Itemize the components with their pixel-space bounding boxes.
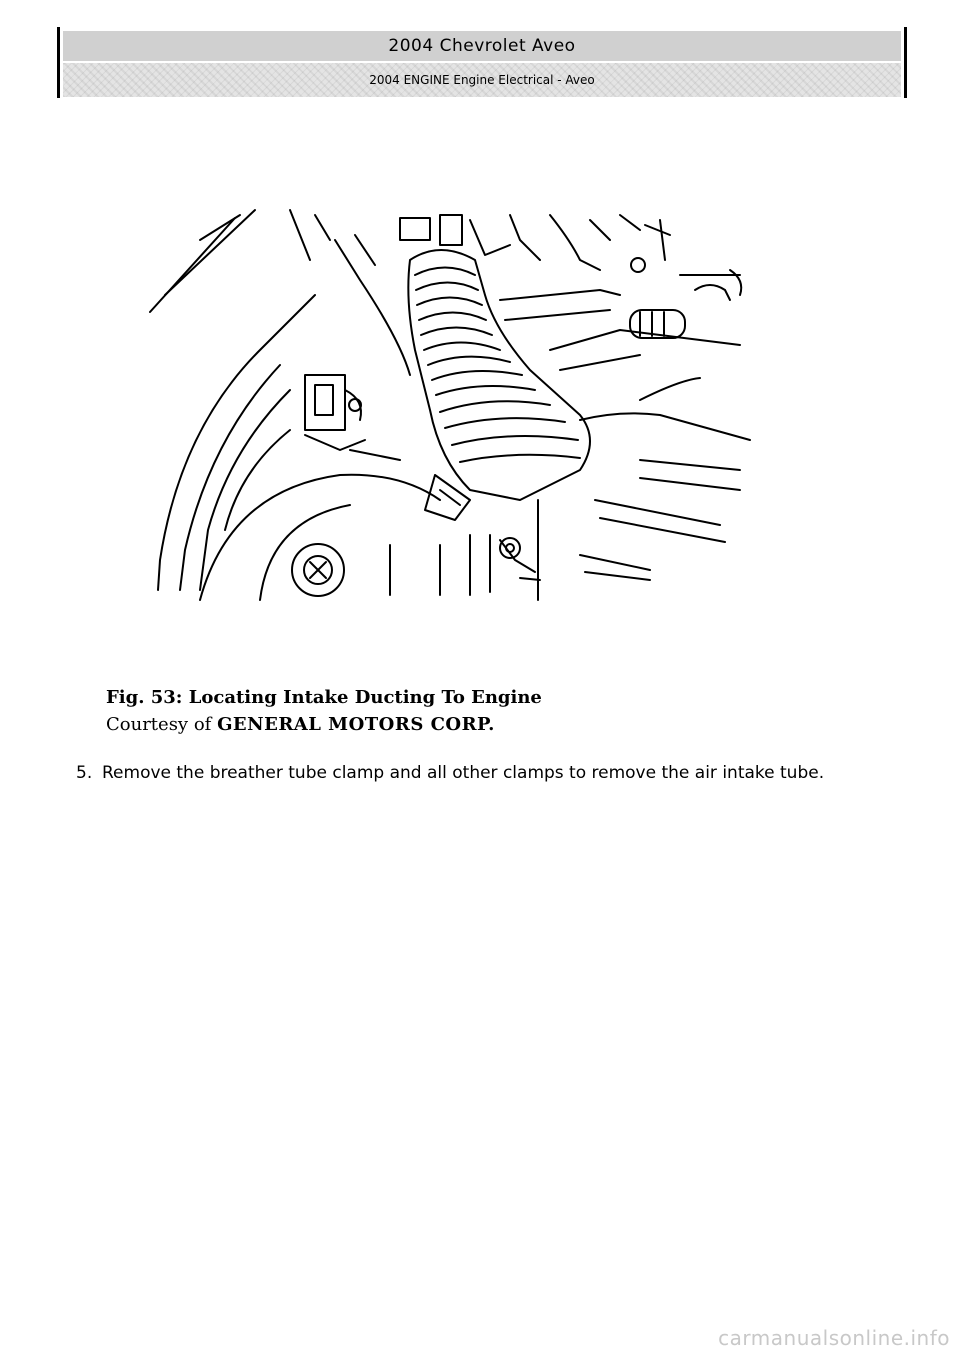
engine-intake-diagram — [140, 200, 760, 610]
page-header — [57, 27, 907, 98]
step-number: 5. — [76, 763, 93, 783]
procedure-step — [76, 763, 824, 783]
document-title: 2004 Chevrolet Aveo — [63, 31, 901, 61]
header-left-rule — [57, 27, 60, 98]
figure-caption: Fig. 53: Locating Intake Ducting To Engine — [106, 687, 542, 708]
header-right-rule — [904, 27, 907, 98]
document-subtitle: 2004 ENGINE Engine Electrical - Aveo — [63, 63, 901, 97]
figure-courtesy — [106, 711, 542, 738]
watermark: carmanualsonline.info — [718, 1326, 950, 1350]
courtesy-company: GENERAL MOTORS CORP. — [217, 714, 495, 735]
figure-caption-block — [106, 684, 542, 738]
step-text: Remove the breather tube clamp and all other clamps to remove the air intake tube. — [102, 763, 825, 783]
courtesy-prefix: Courtesy of — [106, 714, 212, 735]
